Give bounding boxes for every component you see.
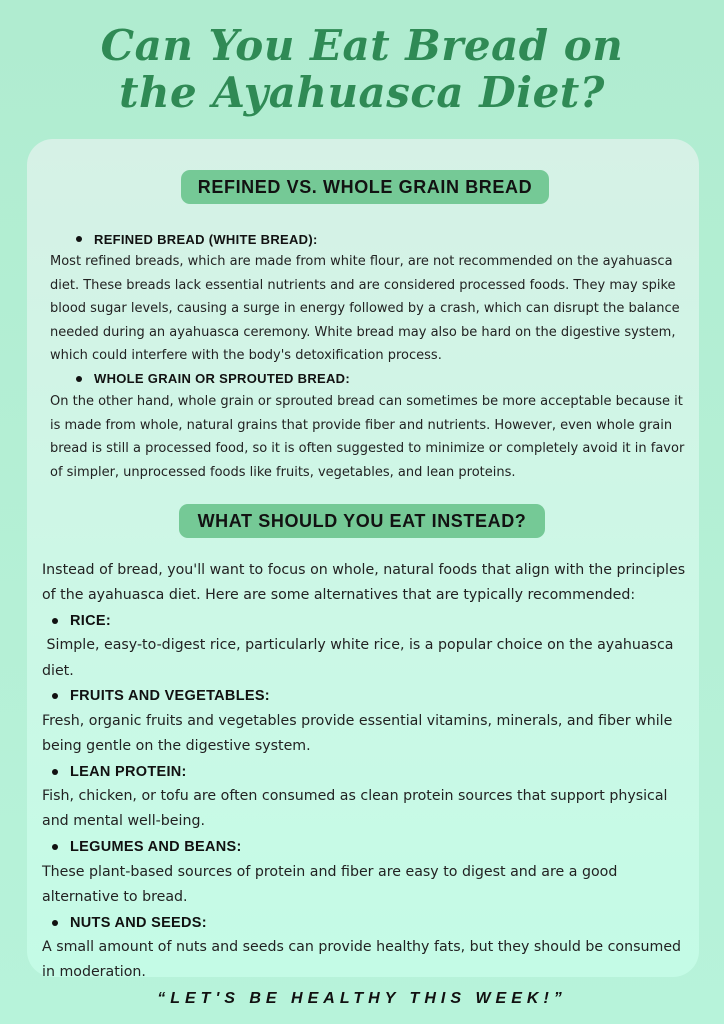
intro-paragraph: Instead of bread, you'll want to focus on whole, natural foods that align with the principles of the ayahuasca diet. Here are some alternatives that are typically recommended:	[42, 562, 686, 604]
bullet-label: LEAN PROTEIN:	[70, 763, 187, 780]
section-what-to-eat	[42, 558, 694, 985]
bullet-legumes-beans	[42, 835, 694, 860]
bullet-refined-bread	[50, 228, 690, 250]
section-refined-vs-whole	[50, 228, 690, 484]
bullet-label: NUTS AND SEEDS:	[70, 914, 207, 931]
section-heading-refined-vs-whole: REFINED VS. WHOLE GRAIN BREAD	[181, 170, 549, 204]
footer-motto: “LET'S BE HEALTHY THIS WEEK!”	[157, 990, 567, 1007]
paragraph-fruits-vegetables: Fresh, organic fruits and vegetables provide essential vitamins, minerals, and fiber while being gentle on the digestive system.	[42, 712, 673, 755]
bullet-nuts-seeds	[42, 910, 694, 935]
bullet-label: FRUITS AND VEGETABLES:	[70, 688, 270, 705]
paragraph-lean-protein: Fish, chicken, or tofu are often consumed as clean protein sources that support physical and mental well-being.	[42, 788, 668, 830]
title-line-2: the Ayahuasca Diet?	[119, 68, 605, 117]
paragraph-legumes-beans: These plant-based sources of protein and fiber are easy to digest and are a good alternative to bread.	[42, 863, 618, 905]
bullet-label: LEGUMES AND BEANS:	[70, 839, 242, 856]
bullet-fruits-vegetables	[42, 684, 694, 709]
bullet-dot-icon	[52, 618, 58, 624]
paragraph-refined-bread: Most refined breads, which are made from white flour, are not recommended on the ayahuasca diet. These breads lack essential nutrients and are considered processed foods. They may spike blood sugar levels, causing a surge in energy followed by a crash, which can disrupt the balance needed during an ayahuasca ceremony. White bread may also be hard on the digestive system, which could interfere with the body's detoxification process.	[50, 254, 680, 364]
bullet-lean-protein	[42, 759, 694, 784]
bullet-dot-icon	[52, 693, 58, 699]
page-title	[0, 22, 724, 116]
section-heading-what-to-eat: WHAT SHOULD YOU EAT INSTEAD?	[179, 504, 545, 538]
paragraph-rice: Simple, easy-to-digest rice, particularly white rice, is a popular choice on the ayahuasca diet.	[42, 637, 678, 679]
bullet-dot-icon	[52, 920, 58, 926]
title-line-1: Can You Eat Bread on	[100, 21, 624, 70]
bullet-label: WHOLE GRAIN OR SPROUTED BREAD:	[94, 371, 350, 387]
bullet-label: RICE:	[70, 612, 111, 629]
bullet-dot-icon	[76, 376, 82, 382]
bullet-label: REFINED BREAD (WHITE BREAD):	[94, 231, 318, 247]
bullet-whole-grain-bread	[50, 368, 690, 390]
paragraph-whole-grain-bread: On the other hand, whole grain or sprouted bread can sometimes be more acceptable because it is made from whole, natural grains that provide fiber and nutrients. However, even whole grain bread is still a processed food, so it is often suggested to minimize or completely avoid it in favor of simpler, unprocessed foods like fruits, vegetables, and lean proteins.	[50, 393, 685, 480]
bullet-dot-icon	[52, 844, 58, 850]
bullet-dot-icon	[52, 769, 58, 775]
bullet-dot-icon	[76, 236, 82, 242]
bullet-rice	[42, 608, 694, 633]
paragraph-nuts-seeds: A small amount of nuts and seeds can provide healthy fats, but they should be consumed in moderation.	[42, 939, 682, 981]
